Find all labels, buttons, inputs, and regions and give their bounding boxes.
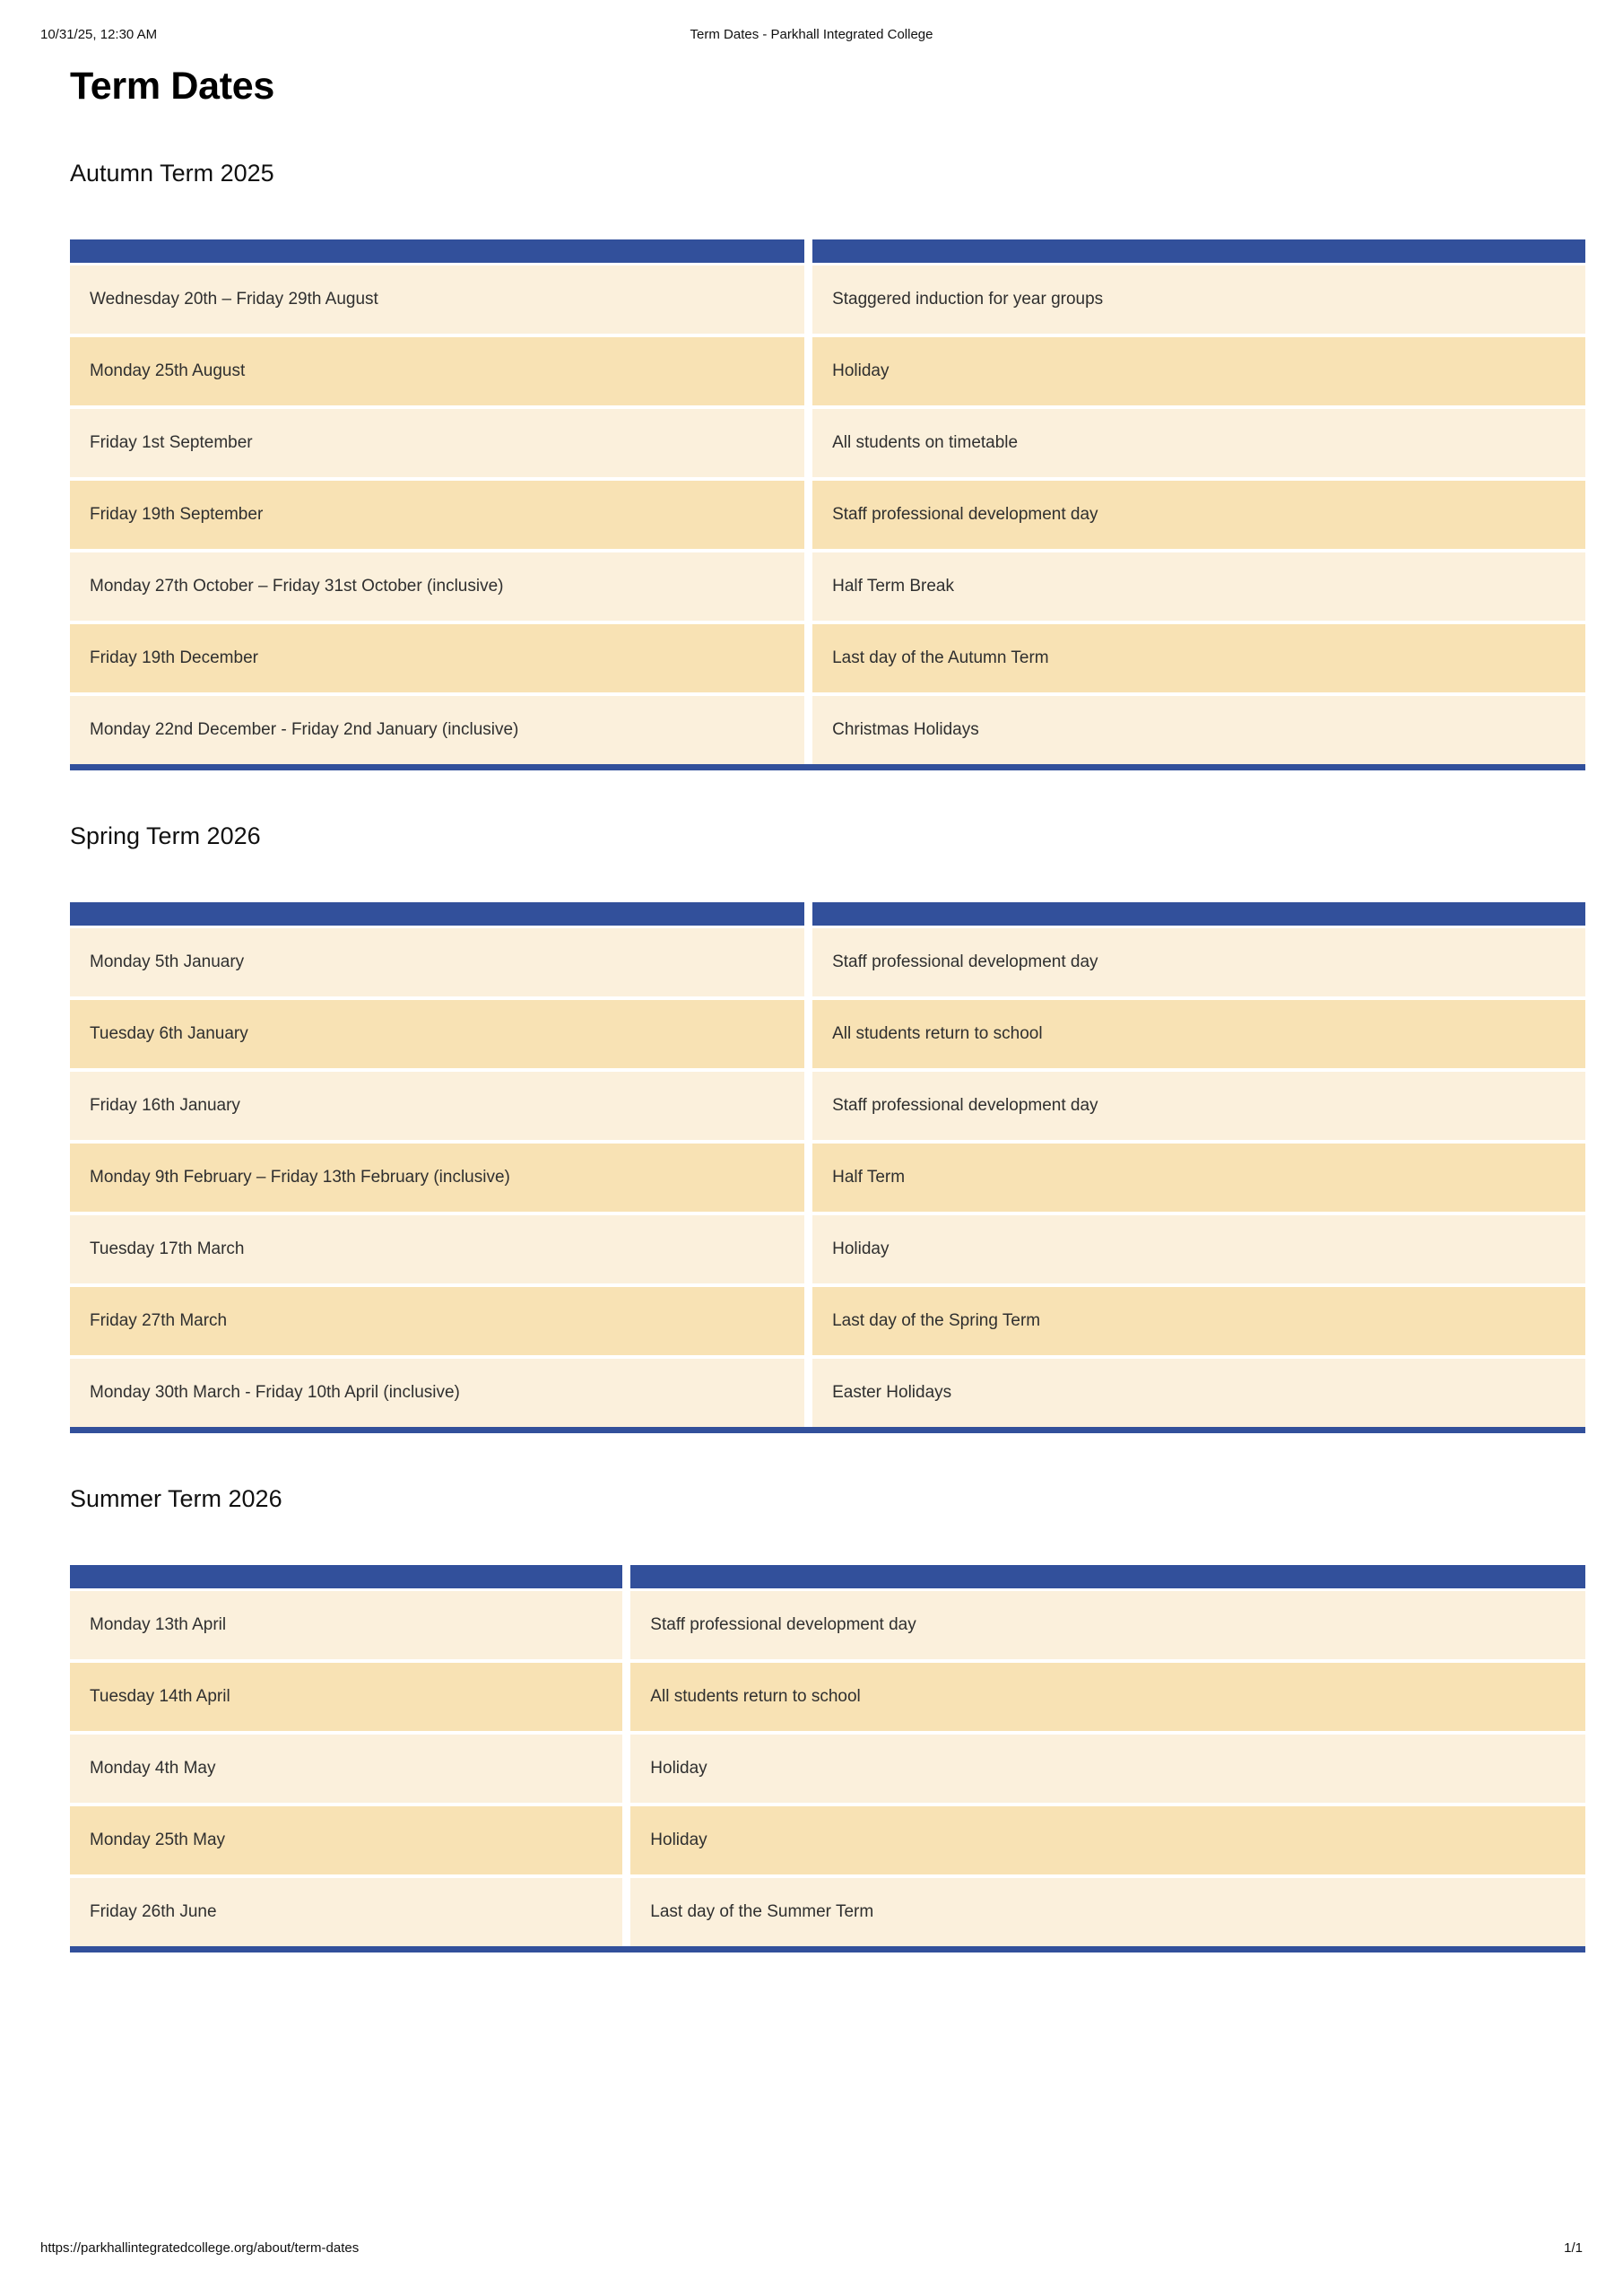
table-column-header [812, 239, 1585, 265]
table-header-row [70, 902, 1585, 928]
table-header-row [70, 1565, 1585, 1591]
term-date-cell: Wednesday 20th – Friday 29th August [70, 265, 812, 337]
term-event-cell: Half Term [812, 1144, 1585, 1215]
term-date-cell: Tuesday 6th January [70, 1000, 812, 1072]
term-event-cell: Holiday [812, 1215, 1585, 1287]
term-date-cell: Monday 25th May [70, 1806, 630, 1878]
print-footer [0, 2240, 1623, 2258]
term-date-cell: Monday 25th August [70, 337, 812, 409]
term-date-cell: Friday 1st September [70, 409, 812, 481]
term-date-cell: Monday 9th February – Friday 13th February (inclusive) [70, 1144, 812, 1215]
term-section [70, 1483, 1585, 1952]
term-date-cell: Monday 13th April [70, 1591, 630, 1663]
term-date-cell: Friday 16th January [70, 1072, 812, 1144]
table-row [70, 552, 1585, 624]
term-event-cell: Holiday [812, 337, 1585, 409]
table-row [70, 337, 1585, 409]
table-row [70, 1878, 1585, 1946]
table-row [70, 696, 1585, 764]
table-header-row [70, 239, 1585, 265]
term-event-cell: Staff professional development day [812, 481, 1585, 552]
term-event-cell: Easter Holidays [812, 1359, 1585, 1427]
table-row [70, 481, 1585, 552]
print-header [0, 27, 1623, 45]
term-date-cell: Friday 19th September [70, 481, 812, 552]
page-title: Term Dates [70, 65, 275, 108]
table-row [70, 1215, 1585, 1287]
term-event-cell: All students return to school [630, 1663, 1585, 1735]
term-sections [70, 158, 1585, 1952]
term-event-cell: All students on timetable [812, 409, 1585, 481]
table-column-header [70, 239, 812, 265]
print-footer-page: 1/1 [1564, 2240, 1583, 2256]
table-row [70, 1287, 1585, 1359]
term-event-cell: Half Term Break [812, 552, 1585, 624]
table-row [70, 1591, 1585, 1663]
term-heading: Spring Term 2026 [70, 822, 261, 849]
term-date-cell: Friday 19th December [70, 624, 812, 696]
table-row [70, 1144, 1585, 1215]
term-event-cell: Last day of the Spring Term [812, 1287, 1585, 1359]
term-event-cell: Christmas Holidays [812, 696, 1585, 764]
table-column-header [630, 1565, 1585, 1591]
table-column-header [70, 1565, 630, 1591]
table-row [70, 1072, 1585, 1144]
term-section [70, 158, 1585, 770]
table-row [70, 624, 1585, 696]
term-event-cell: Last day of the Summer Term [630, 1878, 1585, 1946]
document-body [70, 63, 1585, 1952]
term-dates-table [70, 902, 1585, 1433]
term-date-cell: Monday 27th October – Friday 31st October (inclusive) [70, 552, 812, 624]
term-section [70, 821, 1585, 1433]
term-date-cell: Tuesday 17th March [70, 1215, 812, 1287]
term-date-cell: Friday 26th June [70, 1878, 630, 1946]
term-date-cell: Monday 5th January [70, 928, 812, 1000]
term-event-cell: Staggered induction for year groups [812, 265, 1585, 337]
term-date-cell: Monday 22nd December - Friday 2nd January (inclusive) [70, 696, 812, 764]
table-row [70, 1663, 1585, 1735]
table-row [70, 1359, 1585, 1427]
term-date-cell: Monday 4th May [70, 1735, 630, 1806]
term-event-cell: Staff professional development day [812, 1072, 1585, 1144]
term-dates-table [70, 1565, 1585, 1952]
term-date-cell: Monday 30th March - Friday 10th April (inclusive) [70, 1359, 812, 1427]
term-dates-table [70, 239, 1585, 770]
print-header-title: Term Dates - Parkhall Integrated College [690, 27, 933, 42]
term-date-cell: Friday 27th March [70, 1287, 812, 1359]
print-footer-url: https://parkhallintegratedcollege.org/about/term-dates [40, 2240, 360, 2256]
table-row [70, 1806, 1585, 1878]
print-header-date: 10/31/25, 12:30 AM [40, 27, 158, 42]
table-column-header [812, 902, 1585, 928]
table-row [70, 409, 1585, 481]
table-column-header [70, 902, 812, 928]
term-event-cell: Last day of the Autumn Term [812, 624, 1585, 696]
table-row [70, 265, 1585, 337]
term-event-cell: Holiday [630, 1735, 1585, 1806]
term-event-cell: Staff professional development day [812, 928, 1585, 1000]
table-row [70, 928, 1585, 1000]
term-event-cell: Staff professional development day [630, 1591, 1585, 1663]
table-row [70, 1000, 1585, 1072]
term-event-cell: All students return to school [812, 1000, 1585, 1072]
term-heading: Summer Term 2026 [70, 1484, 282, 1512]
term-date-cell: Tuesday 14th April [70, 1663, 630, 1735]
table-row [70, 1735, 1585, 1806]
term-heading: Autumn Term 2025 [70, 159, 274, 187]
term-event-cell: Holiday [630, 1806, 1585, 1878]
